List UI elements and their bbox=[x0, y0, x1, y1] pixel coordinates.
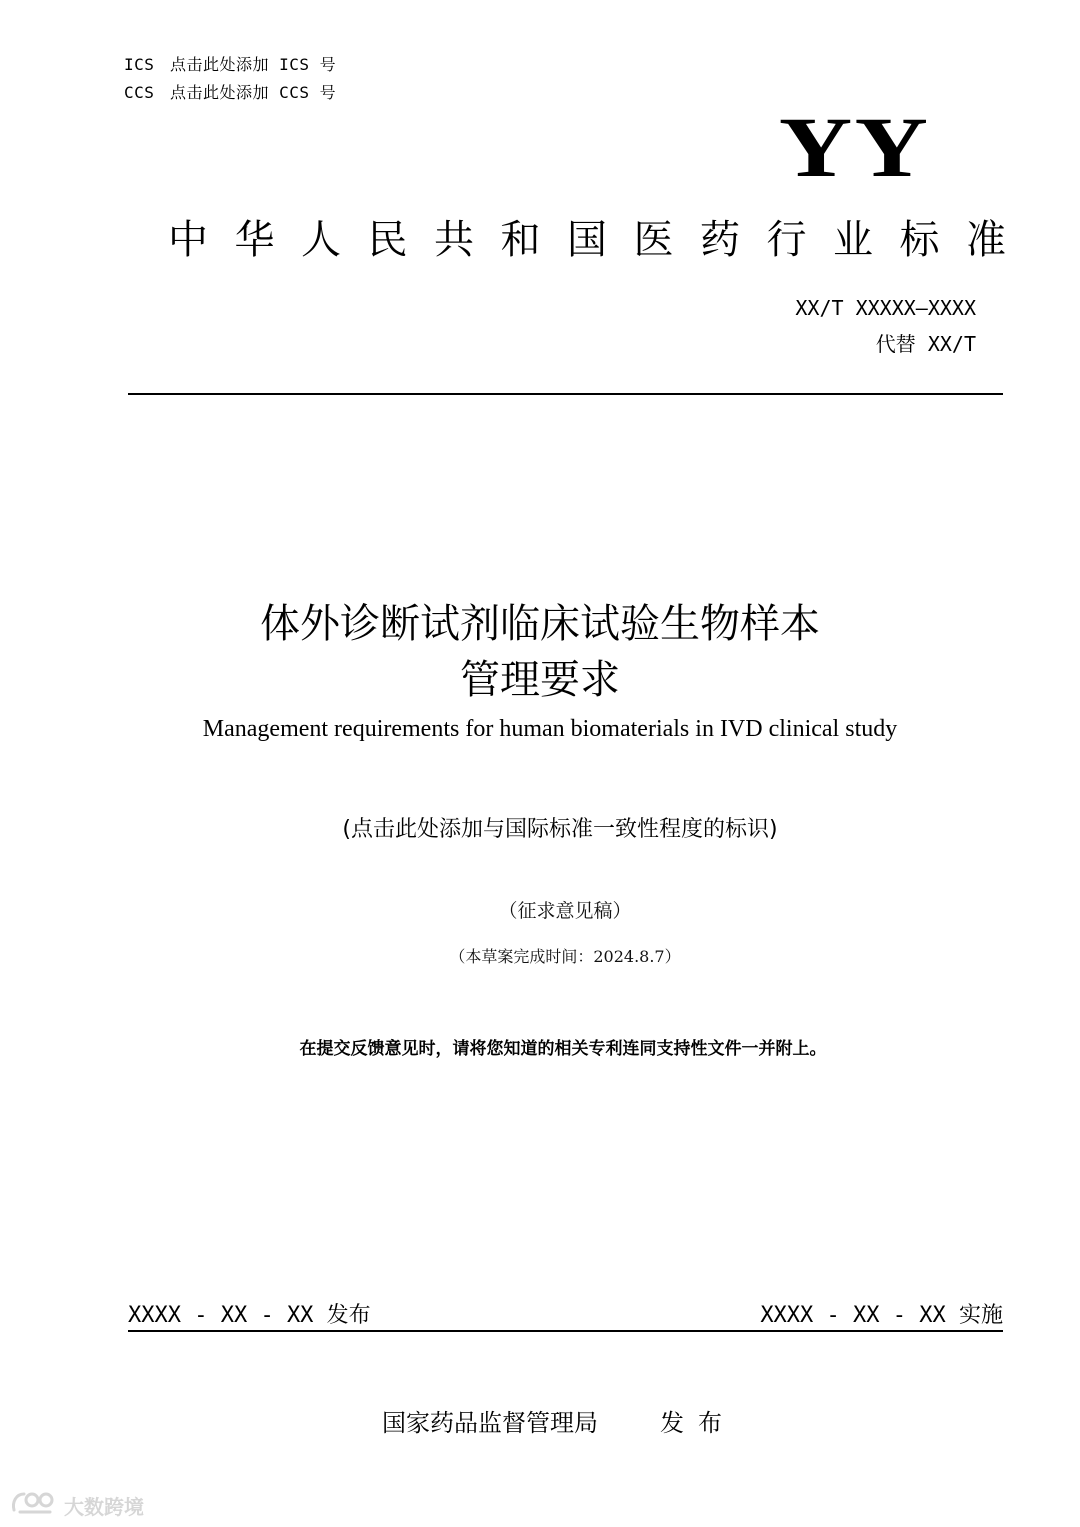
standard-mark: YY bbox=[778, 99, 930, 195]
logo-icon bbox=[10, 1490, 58, 1521]
watermark bbox=[10, 1490, 144, 1521]
ics-value[interactable]: 点击此处添加 ICS 号 bbox=[170, 55, 337, 74]
document-title-cn bbox=[0, 596, 1080, 708]
consistency-placeholder[interactable]: (点击此处添加与国际标准一致性程度的标识) bbox=[342, 817, 778, 842]
ics-label: ICS bbox=[124, 55, 155, 74]
standard-replaces: 代替 XX/T bbox=[875, 332, 976, 356]
standard-number: XX/T XXXXX—XXXX bbox=[795, 296, 976, 320]
document-title-line-1: 体外诊断试剂临床试验生物样本 bbox=[260, 601, 820, 647]
header-divider bbox=[128, 393, 1003, 395]
watermark-text: 大数跨境 bbox=[64, 1495, 144, 1519]
release-date: XXXX - XX - XX 发布 bbox=[128, 1303, 371, 1328]
issue-label: 发布 bbox=[660, 1409, 736, 1437]
footer-divider bbox=[128, 1330, 1003, 1332]
document-title-en: Management requirements for human biomaterials in IVD clinical study bbox=[202, 716, 898, 742]
ccs-label: CCS bbox=[124, 83, 155, 102]
draft-status: （征求意见稿） bbox=[498, 900, 632, 922]
standard-category-title: 中华人民共和国医药行业标准 bbox=[168, 217, 1033, 263]
draft-completion-date: （本草案完成时间：2024.8.7） bbox=[449, 947, 681, 966]
ccs-line bbox=[124, 80, 336, 103]
ics-line bbox=[124, 52, 336, 75]
patent-notice: 在提交反馈意见时，请将您知道的相关专利连同支持性文件一并附上。 bbox=[299, 1039, 827, 1059]
ccs-value[interactable]: 点击此处添加 CCS 号 bbox=[170, 83, 337, 102]
document-title-line-2: 管理要求 bbox=[460, 657, 620, 703]
issuing-authority: 国家药品监督管理局 bbox=[382, 1409, 598, 1437]
implementation-date: XXXX - XX - XX 实施 bbox=[760, 1303, 1003, 1328]
